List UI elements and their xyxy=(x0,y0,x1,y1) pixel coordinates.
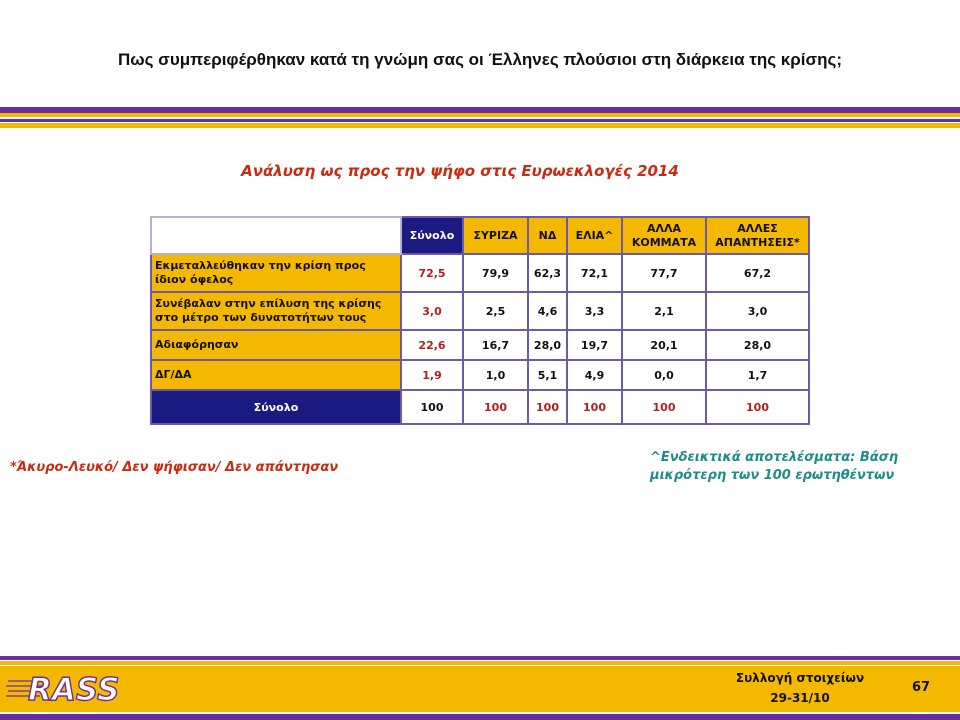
table-cell: 72,1 xyxy=(567,254,622,292)
table-cell: 3,3 xyxy=(567,292,622,330)
row-label: Αδιαφόρησαν xyxy=(151,330,401,360)
table-cell: 72,5 xyxy=(401,254,463,292)
column-header-elia: ΕΛΙΑ^ xyxy=(567,217,622,254)
rass-logo xyxy=(6,667,138,709)
table-cell: 100 xyxy=(401,390,463,424)
table-cell: 0,0 xyxy=(622,360,706,390)
table-cell: 100 xyxy=(567,390,622,424)
table-cell: 67,2 xyxy=(706,254,809,292)
table-subtitle: Ανάλυση ως προς την ψήφο στις Ευρωεκλογές 2014 xyxy=(241,162,679,180)
page-number: 67 xyxy=(912,680,931,695)
table-cell: 22,6 xyxy=(401,330,463,360)
total-row-label: Σύνολο xyxy=(151,390,401,424)
table-cell: 1,0 xyxy=(463,360,528,390)
table-cell: 3,0 xyxy=(401,292,463,330)
table-cell: 4,9 xyxy=(567,360,622,390)
row-label: Εκμεταλλεύθηκαν την κρίση προς ίδιον όφελος xyxy=(151,254,401,292)
table-cell: 1,9 xyxy=(401,360,463,390)
table-cell: 3,0 xyxy=(706,292,809,330)
table-row xyxy=(151,254,809,292)
table-header-row xyxy=(151,217,809,254)
data-collection-info xyxy=(700,668,900,708)
footnote-line: μικρότερη των 100 ερωτηθέντων xyxy=(650,468,895,483)
table-cell: 19,7 xyxy=(567,330,622,360)
table-row xyxy=(151,292,809,330)
table-cell: 5,1 xyxy=(528,360,567,390)
table-cell: 62,3 xyxy=(528,254,567,292)
footnote-line: ^Ενδεικτικά αποτελέσματα: Βάση xyxy=(650,450,899,465)
table-cell: 28,0 xyxy=(706,330,809,360)
data-collection-dates: 29-31/10 xyxy=(770,691,830,705)
table-total-row xyxy=(151,390,809,424)
data-collection-label: Συλλογή στοιχείων xyxy=(735,671,865,685)
row-label: ΔΓ/ΔΑ xyxy=(151,360,401,390)
table-cell: 1,7 xyxy=(706,360,809,390)
column-header-total: Σύνολο xyxy=(401,217,463,254)
results-table xyxy=(150,216,810,425)
page-title: Πως συμπεριφέρθηκαν κατά τη γνώμη σας οι Έλληνες πλούσιοι στη διάρκεια της κρίσης; xyxy=(117,50,843,69)
column-header-syriza: ΣΥΡΙΖΑ xyxy=(463,217,528,254)
column-header-nd: ΝΔ xyxy=(528,217,567,254)
table-cell: 79,9 xyxy=(463,254,528,292)
row-label: Συνέβαλαν στην επίλυση της κρίσης στο μέτρο των δυνατοτήτων τους xyxy=(151,292,401,330)
table-cell: 2,5 xyxy=(463,292,528,330)
table-row xyxy=(151,330,809,360)
footnote-other-answers: *Άκυρο-Λευκό/ Δεν ψήφισαν/ Δεν απάντησαν xyxy=(10,460,339,475)
logo-text: RASS xyxy=(28,672,120,708)
table-cell: 2,1 xyxy=(622,292,706,330)
column-header-other-answers: ΑΛΛΕΣ ΑΠΑΝΤΗΣΕΙΣ* xyxy=(706,217,809,254)
table-row xyxy=(151,360,809,390)
table-cell: 100 xyxy=(706,390,809,424)
table-cell: 28,0 xyxy=(528,330,567,360)
table-corner xyxy=(151,217,401,254)
table-cell: 20,1 xyxy=(622,330,706,360)
table-cell: 100 xyxy=(528,390,567,424)
column-header-other-parties: ΑΛΛΑ ΚΟΜΜΑΤΑ xyxy=(622,217,706,254)
table-cell: 16,7 xyxy=(463,330,528,360)
table-cell: 4,6 xyxy=(528,292,567,330)
table-cell: 77,7 xyxy=(622,254,706,292)
table-cell: 100 xyxy=(622,390,706,424)
footnote-indicative-results xyxy=(650,449,950,485)
table-cell: 100 xyxy=(463,390,528,424)
